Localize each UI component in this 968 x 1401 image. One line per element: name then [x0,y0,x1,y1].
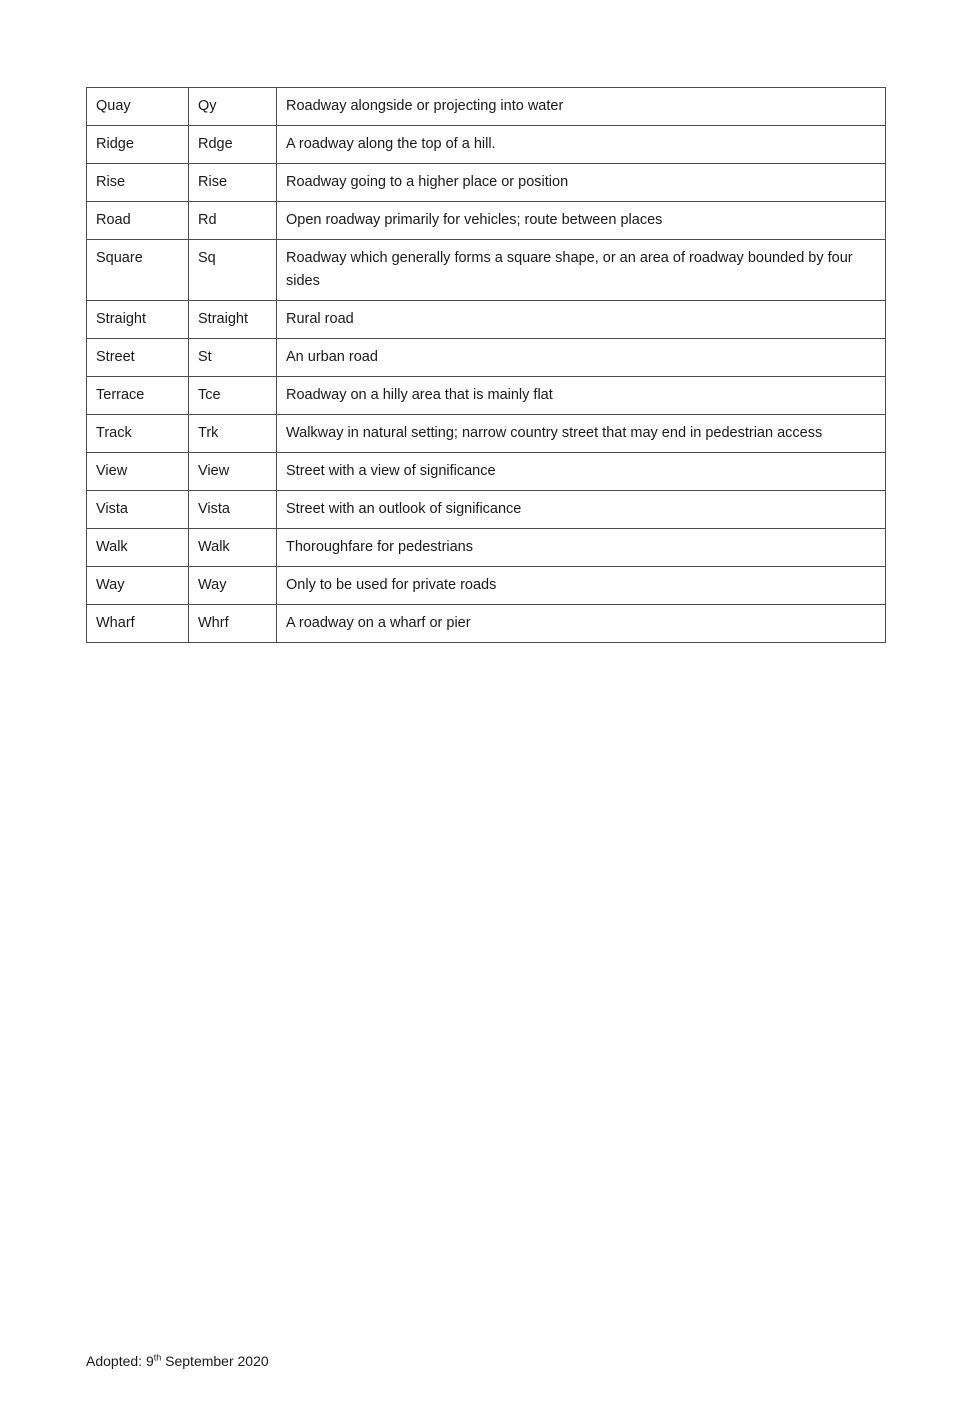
abbreviation-cell: Way [189,567,277,605]
footer-rest: September 2020 [161,1353,269,1369]
abbreviation-cell: Whrf [189,605,277,643]
table-row [87,301,886,339]
abbreviation-cell: Qy [189,88,277,126]
road-type-cell: Wharf [87,605,189,643]
table-row [87,605,886,643]
table-row [87,164,886,202]
abbreviation-cell: Sq [189,240,277,301]
road-type-cell: Way [87,567,189,605]
description-cell: Roadway on a hilly area that is mainly flat [277,377,886,415]
table-row [87,567,886,605]
table-row [87,453,886,491]
description-cell: An urban road [277,339,886,377]
road-type-cell: Terrace [87,377,189,415]
description-cell: Rural road [277,301,886,339]
road-type-cell: Straight [87,301,189,339]
road-type-cell: Quay [87,88,189,126]
abbreviation-cell: Rd [189,202,277,240]
footer-prefix: Adopted: 9 [86,1353,154,1369]
adopted-date-footer [86,1353,269,1369]
description-cell: Only to be used for private roads [277,567,886,605]
road-type-cell: Rise [87,164,189,202]
description-cell: Open roadway primarily for vehicles; route between places [277,202,886,240]
table-row [87,377,886,415]
abbreviation-cell: View [189,453,277,491]
abbreviation-cell: Vista [189,491,277,529]
table-body [87,88,886,643]
abbreviation-cell: Rdge [189,126,277,164]
description-cell: Thoroughfare for pedestrians [277,529,886,567]
footer-ordinal-suffix: th [153,1352,162,1363]
table-row [87,415,886,453]
description-cell: A roadway on a wharf or pier [277,605,886,643]
table-row [87,491,886,529]
road-type-cell: Street [87,339,189,377]
road-type-table [86,87,886,643]
table-row [87,202,886,240]
road-type-cell: Road [87,202,189,240]
abbreviation-cell: Rise [189,164,277,202]
abbreviation-cell: Tce [189,377,277,415]
table-row [87,240,886,301]
description-cell: Street with a view of significance [277,453,886,491]
abbreviation-cell: Trk [189,415,277,453]
table-row [87,126,886,164]
road-type-cell: Ridge [87,126,189,164]
road-type-cell: View [87,453,189,491]
table-row [87,339,886,377]
abbreviation-cell: Straight [189,301,277,339]
road-type-cell: Square [87,240,189,301]
abbreviation-cell: Walk [189,529,277,567]
road-type-cell: Track [87,415,189,453]
abbreviation-cell: St [189,339,277,377]
table-row [87,88,886,126]
description-cell: Roadway alongside or projecting into water [277,88,886,126]
description-cell: Walkway in natural setting; narrow country street that may end in pedestrian access [277,415,886,453]
road-type-cell: Walk [87,529,189,567]
description-cell: Roadway which generally forms a square shape, or an area of roadway bounded by four sides [277,240,886,301]
description-cell: Street with an outlook of significance [277,491,886,529]
table-row [87,529,886,567]
description-cell: A roadway along the top of a hill. [277,126,886,164]
road-type-cell: Vista [87,491,189,529]
description-cell: Roadway going to a higher place or position [277,164,886,202]
